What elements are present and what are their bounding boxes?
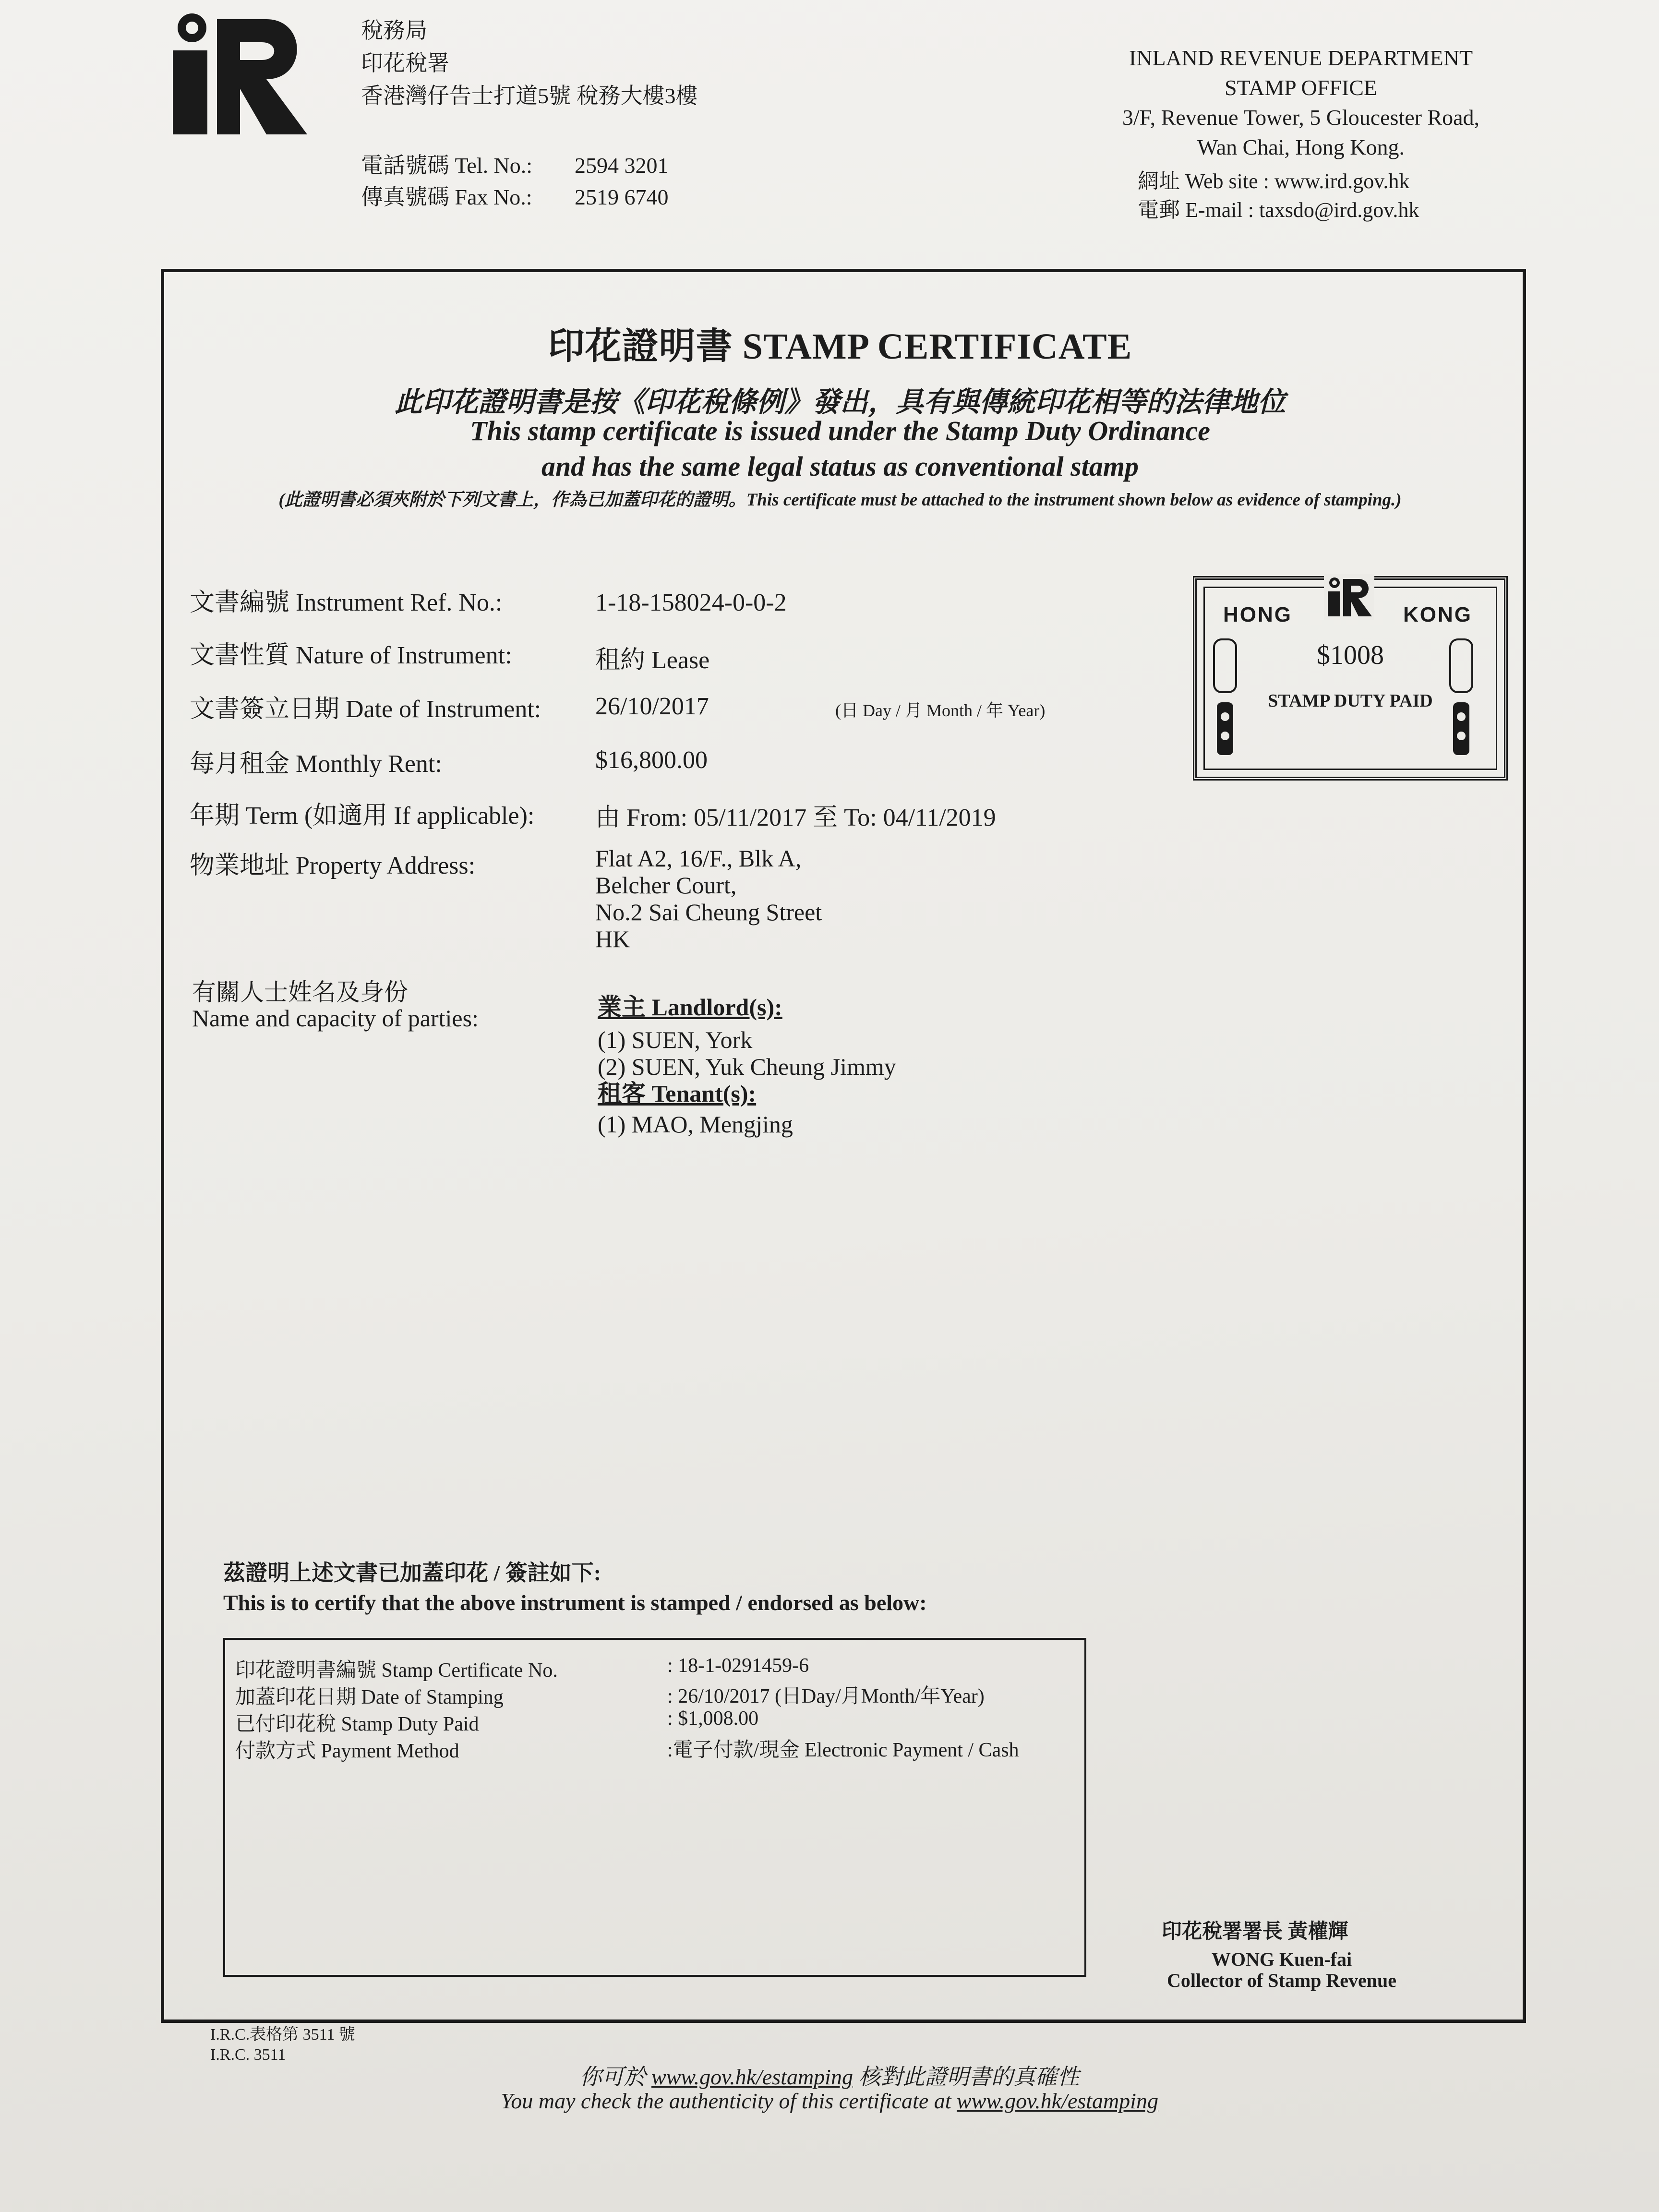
- stamp-amount: $1008: [1317, 640, 1384, 670]
- form-number-en: I.R.C. 3511: [210, 2046, 286, 2064]
- verify-link-cn[interactable]: www.gov.hk/estamping: [651, 2065, 853, 2089]
- parties-label: [192, 979, 479, 1031]
- address-line: No.2 Sai Cheung Street: [595, 899, 822, 926]
- fax-value: 2519 6740: [575, 185, 669, 209]
- landlord-heading: 業主 Landlord(s):: [598, 994, 782, 1021]
- stamping-value: : 18-1-0291459-6: [667, 1655, 809, 1677]
- certify-line-cn: 茲證明上述文書已加蓋印花 / 簽註如下:: [223, 1561, 601, 1585]
- tel-label: 電話號碼 Tel. No.:: [361, 153, 533, 178]
- form-number-cn: I.R.C.表格第 3511 號: [210, 2026, 355, 2044]
- tenant-item: (1) MAO, Mengjing: [598, 1111, 793, 1138]
- ird-logo-icon: [163, 5, 322, 149]
- stamping-value: :電子付款/現金 Electronic Payment / Cash: [667, 1739, 1019, 1761]
- field-value-date: 26/10/2017: [595, 693, 709, 720]
- stamping-value: : $1,008.00: [667, 1707, 759, 1730]
- tel-value: 2594 3201: [575, 153, 669, 178]
- field-label-date: 文書簽立日期 Date of Instrument:: [190, 696, 541, 723]
- tenant-heading: 租客 Tenant(s):: [598, 1080, 757, 1107]
- verify-en-prefix: You may check the authenticity of this certificate at: [501, 2089, 957, 2113]
- certify-line-en: This is to certify that the above instrument is stamped / endorsed as below:: [223, 1590, 927, 1615]
- address-line: Flat A2, 16/F., Blk A,: [595, 845, 802, 872]
- field-label-nature: 文書性質 Nature of Instrument:: [190, 642, 512, 669]
- dept-cn-line: 香港灣仔告士打道5號 稅務大樓3樓: [361, 84, 698, 108]
- stamping-label: 印花證明書編號 Stamp Certificate No.: [235, 1659, 558, 1682]
- stamp-ird-logo-icon: [1324, 574, 1374, 620]
- dept-en-line: STAMP OFFICE: [1225, 75, 1377, 100]
- field-value-nature: 租約 Lease: [595, 647, 710, 674]
- stamp-caption: STAMP DUTY PAID: [1268, 691, 1433, 711]
- field-label-ref: 文書編號 Instrument Ref. No.:: [190, 589, 503, 616]
- verify-cn-prefix: 你可於: [579, 2065, 652, 2089]
- fax-label: 傳真號碼 Fax No.:: [361, 185, 532, 209]
- dept-address-cn: [361, 14, 698, 112]
- stamp-kong-text: KONG: [1403, 603, 1472, 626]
- dept-en-line: 3/F, Revenue Tower, 5 Gloucester Road,: [1122, 105, 1480, 130]
- field-value-rent: $16,800.00: [595, 746, 708, 774]
- dept-cn-line: 印花稅署: [361, 51, 449, 75]
- stamping-label: 付款方式 Payment Method: [235, 1740, 459, 1762]
- parties-label-en: Name and capacity of parties:: [192, 1005, 479, 1032]
- attachment-note: (此證明書必須夾附於下列文書上，作為已加蓋印花的證明。This certificate must be attached to the instrument shown below as evidence of stamping.): [278, 490, 1402, 510]
- address-line: HK: [595, 926, 630, 952]
- landlord-item: (2) SUEN, Yuk Cheung Jimmy: [598, 1053, 896, 1080]
- collector-block: [1152, 1949, 1411, 1991]
- stamp-duty-paid-stamp: [1193, 576, 1508, 781]
- collector-name: WONG Kuen-fai: [1211, 1948, 1352, 1970]
- email-text: 電郵 E-mail : taxsdo@ird.gov.hk: [1138, 198, 1419, 222]
- verify-note-cn: [0, 2059, 1659, 2091]
- verify-cn-suffix: 核對此證明書的真確性: [853, 2065, 1080, 2089]
- address-line: Belcher Court,: [595, 872, 737, 899]
- field-label-rent: 每月租金 Monthly Rent:: [190, 750, 442, 778]
- dept-en-line: Wan Chai, Hong Kong.: [1197, 135, 1405, 159]
- certificate-title: 印花證明書 STAMP CERTIFICATE: [548, 326, 1132, 367]
- collector-title-en: Collector of Stamp Revenue: [1166, 1970, 1397, 1991]
- subtitle-cn: 此印花證明書是按《印花稅條例》發出，具有與傳統印花相等的法律地位: [394, 386, 1286, 418]
- dept-en-line: INLAND REVENUE DEPARTMENT: [1129, 46, 1473, 70]
- field-value-term: 由 From: 05/11/2017 至 To: 04/11/2019: [595, 804, 996, 831]
- stamping-label: 加蓋印花日期 Date of Stamping: [235, 1686, 504, 1708]
- stamp-side-ornament-icon: [1211, 637, 1239, 757]
- field-label-term: 年期 Term (如適用 If applicable):: [190, 802, 535, 830]
- stamp-side-ornament-icon: [1447, 637, 1475, 757]
- stamping-label: 已付印花稅 Stamp Duty Paid: [235, 1713, 479, 1735]
- date-format-note: (日 Day / 月 Month / 年 Year): [835, 701, 1046, 720]
- contact-numbers: [361, 150, 669, 213]
- field-label-address: 物業地址 Property Address:: [190, 852, 476, 879]
- field-value-ref: 1-18-158024-0-0-2: [595, 589, 787, 616]
- parties-label-cn: 有關人士姓名及身份: [192, 979, 408, 1006]
- subtitle-en-2: and has the same legal status as conventional stamp: [541, 451, 1139, 482]
- website-text: 網址 Web site : www.ird.gov.hk: [1138, 169, 1410, 193]
- verify-note-en: [0, 2088, 1659, 2114]
- verify-link-en[interactable]: www.gov.hk/estamping: [957, 2089, 1158, 2113]
- dept-address-en: [1075, 43, 1527, 162]
- stamp-hong-text: HONG: [1223, 603, 1292, 626]
- property-address: [595, 845, 822, 952]
- stamping-value: : 26/10/2017 (日Day/月Month/年Year): [667, 1685, 985, 1707]
- landlord-item: (1) SUEN, York: [598, 1026, 753, 1053]
- dept-cn-line: 稅務局: [361, 18, 427, 43]
- collector-title-cn: 印花稅署署長 黃權輝: [1162, 1921, 1348, 1943]
- subtitle-en-1: This stamp certificate is issued under the Stamp Duty Ordinance: [470, 415, 1210, 446]
- web-contact: [1138, 167, 1419, 225]
- parties-list: [598, 994, 896, 1138]
